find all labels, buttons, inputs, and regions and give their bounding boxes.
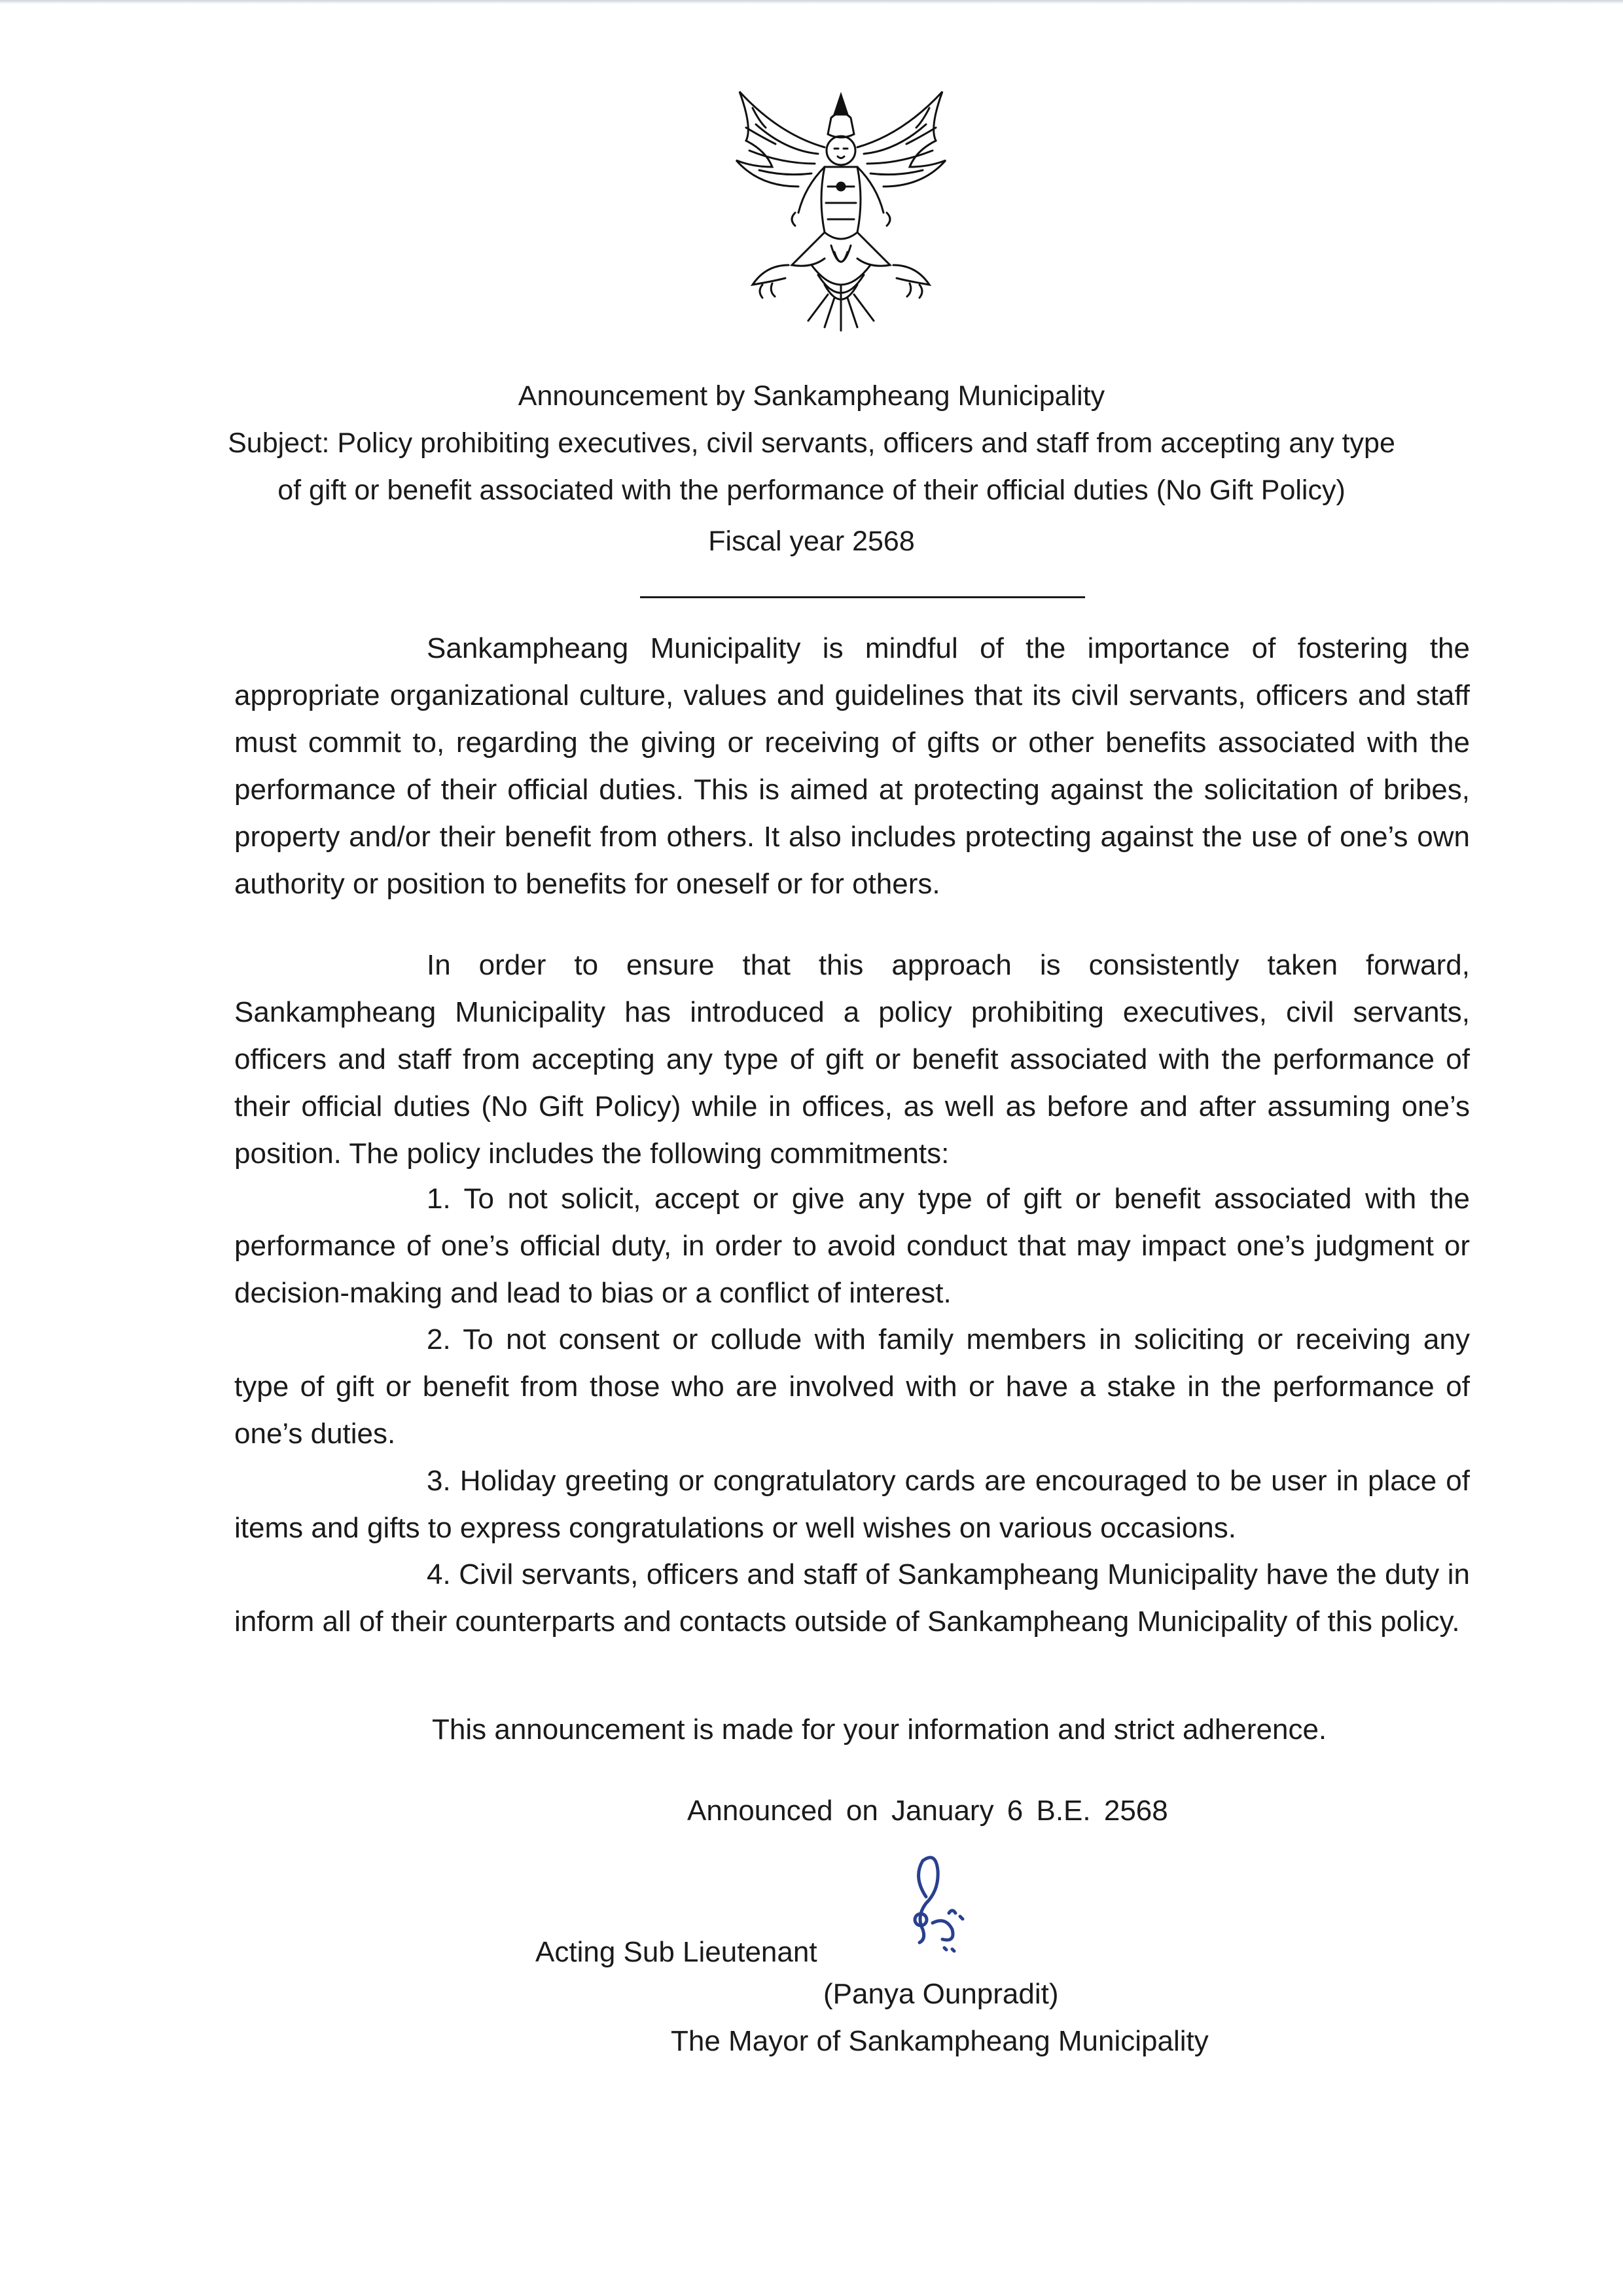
commitment-4-text: 4. Civil servants, officers and staff of Sankampheang Municipality have the duty in inform all of their counterparts and contacts outside of Sankampheang Municipality of this policy.: [234, 1558, 1470, 1638]
signatory-position: The Mayor of Sankampheang Municipality: [671, 2025, 1209, 2057]
fiscal-year: Fiscal year 2568: [708, 526, 915, 557]
subject-line-2: of gift or benefit associated with the performance of their official duties (No Gift Policy): [277, 475, 1346, 506]
closing-statement: This announcement is made for your information and strict adherence.: [432, 1713, 1327, 1746]
signatory-rank: Acting Sub Lieutenant: [535, 1936, 817, 1968]
paragraph-1: [234, 625, 1470, 908]
handwritten-signature: [887, 1851, 972, 1962]
paragraph-1-text: Sankampheang Municipality is mindful of the importance of fostering the appropriate organizational culture, values and guidelines that its civil servants, officers and staff must commit to, regarding the giving or receiving of gifts or other benefits associated with the performance of their official duties. This is aimed at protecting against the solicitation of bribes, property and/or their benefit from others. It also includes protecting against the use of one’s own authority or position to benefits for oneself or for others.: [234, 632, 1470, 900]
subject-line-1: Subject: Policy prohibiting executives, civil servants, officers and staff from accepting any type: [228, 427, 1395, 459]
commitment-2-text: 2. To not consent or collude with family members in soliciting or receiving any type of gift or benefit from those who are involved with or have a stake in the performance of one’s duties.: [234, 1323, 1470, 1450]
paragraph-2-text: In order to ensure that this approach is consistently taken forward, Sankampheang Municipality has introduced a policy prohibiting executives, civil servants, officers and staff from accepting any type of gift or benefit associated with the performance of their official duties (No Gift Policy) while in offices, as well as before and after assuming one’s position. The policy includes the following commitments:: [234, 949, 1470, 1170]
commitment-3: [234, 1458, 1470, 1552]
paragraph-2: [234, 942, 1470, 1177]
signatory-name: (Panya Ounpradit): [823, 1978, 1059, 2010]
announced-date: Announced on January 6 B.E. 2568: [687, 1795, 1168, 1827]
commitment-4: [234, 1551, 1470, 1645]
commitment-1-text: 1. To not solicit, accept or give any type of gift or benefit associated with the performance of one’s official duty, in order to avoid conduct that may impact one’s judgment or decision-making and lead to bias or a conflict of interest.: [234, 1183, 1470, 1309]
commitment-3-text: 3. Holiday greeting or congratulatory cards are encouraged to be user in place of items and gifts to express congratulations or well wishes on various occasions.: [234, 1465, 1470, 1544]
commitment-2: [234, 1316, 1470, 1458]
announcement-title: Announcement by Sankampheang Municipality: [518, 380, 1105, 412]
header-divider: [640, 596, 1085, 598]
commitment-1: [234, 1175, 1470, 1317]
garuda-emblem-icon: [726, 88, 955, 344]
scan-edge: [0, 0, 1623, 4]
